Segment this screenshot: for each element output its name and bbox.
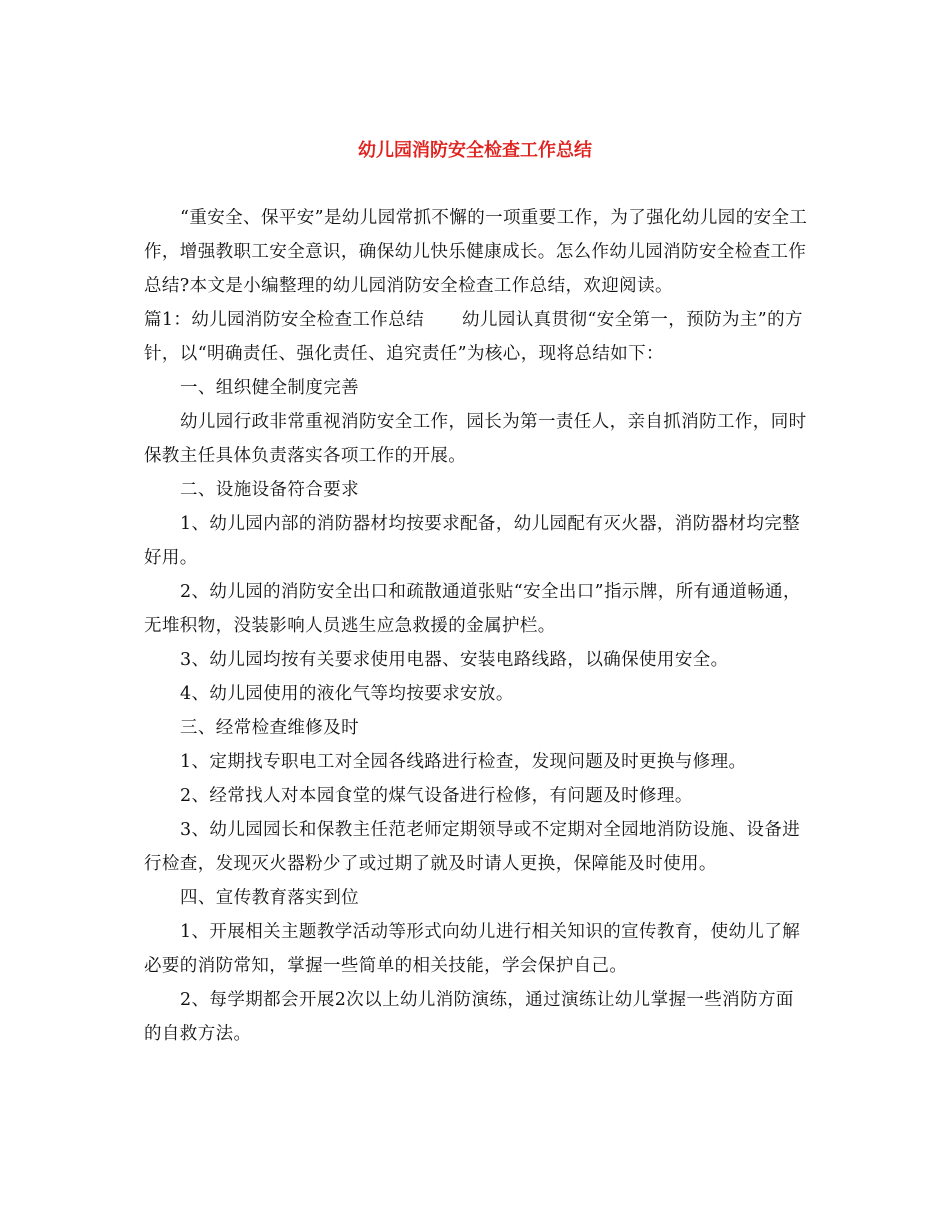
section-heading: 二、设施设备符合要求 [180,480,359,500]
section-heading: 三、经常检查维修及时 [180,718,359,738]
list-item: 1、定期找专职电工对全园各线路进行检查，发现问题及时更换与修理。 [180,752,747,772]
document-body [144,201,808,1051]
list-item: 4、幼儿园使用的液化气等均按要求安放。 [180,684,514,704]
list-item: 3、幼儿园园长和保教主任范老师定期领导或不定期对全园地消防设施、设备进行检查，发现灭火器粉少了或过期了就及时请人更换，保障能及时使用。 [144,820,801,874]
chapter-paragraph [144,303,808,371]
section-heading: 四、宣传教育落实到位 [180,888,359,908]
list-item: 1、幼儿园内部的消防器材均按要求配备，幼儿园配有灭火器，消防器材均完整好用。 [144,514,801,568]
document-title: 幼儿园消防安全检查工作总结 [358,140,592,161]
chapter-label: 篇1：幼儿园消防安全检查工作总结 [144,310,425,330]
list-item: 3、幼儿园均按有关要求使用电器、安装电路线路，以确保使用安全。 [180,650,729,670]
list-item: 1、开展相关主题教学活动等形式向幼儿进行相关知识的宣传教育，使幼儿了解必要的消防常知，掌握一些简单的相关技能，学会保护自己。 [144,922,801,976]
chapter-text: 幼儿园认真贯彻“安全第一，预防为主”的方针，以“明确责任、强化责任、追究责任”为核心，现将总结如下： [144,310,803,364]
intro-paragraph: “重安全、保平安”是幼儿园常抓不懈的一项重要工作，为了强化幼儿园的安全工作，增强教职工安全意识，确保幼儿快乐健康成长。怎么作幼儿园消防安全检查工作总结?本文是小编整理的幼儿园消防安全检查工作总结，欢迎阅读。 [144,208,808,296]
section-paragraph: 幼儿园行政非常重视消防安全工作，园长为第一责任人，亲自抓消防工作，同时保教主任具体负责落实各项工作的开展。 [144,412,807,466]
section-heading: 一、组织健全制度完善 [180,378,359,398]
list-item: 2、每学期都会开展2次以上幼儿消防演练，通过演练让幼儿掌握一些消防方面的自救方法。 [144,990,794,1044]
list-item: 2、经常找人对本园食堂的煤气设备进行检修，有问题及时修理。 [180,786,693,806]
list-item: 2、幼儿园的消防安全出口和疏散通道张贴“安全出口”指示牌，所有通道畅通，无堆积物，没装影响人员逃生应急救援的金属护栏。 [144,582,801,636]
